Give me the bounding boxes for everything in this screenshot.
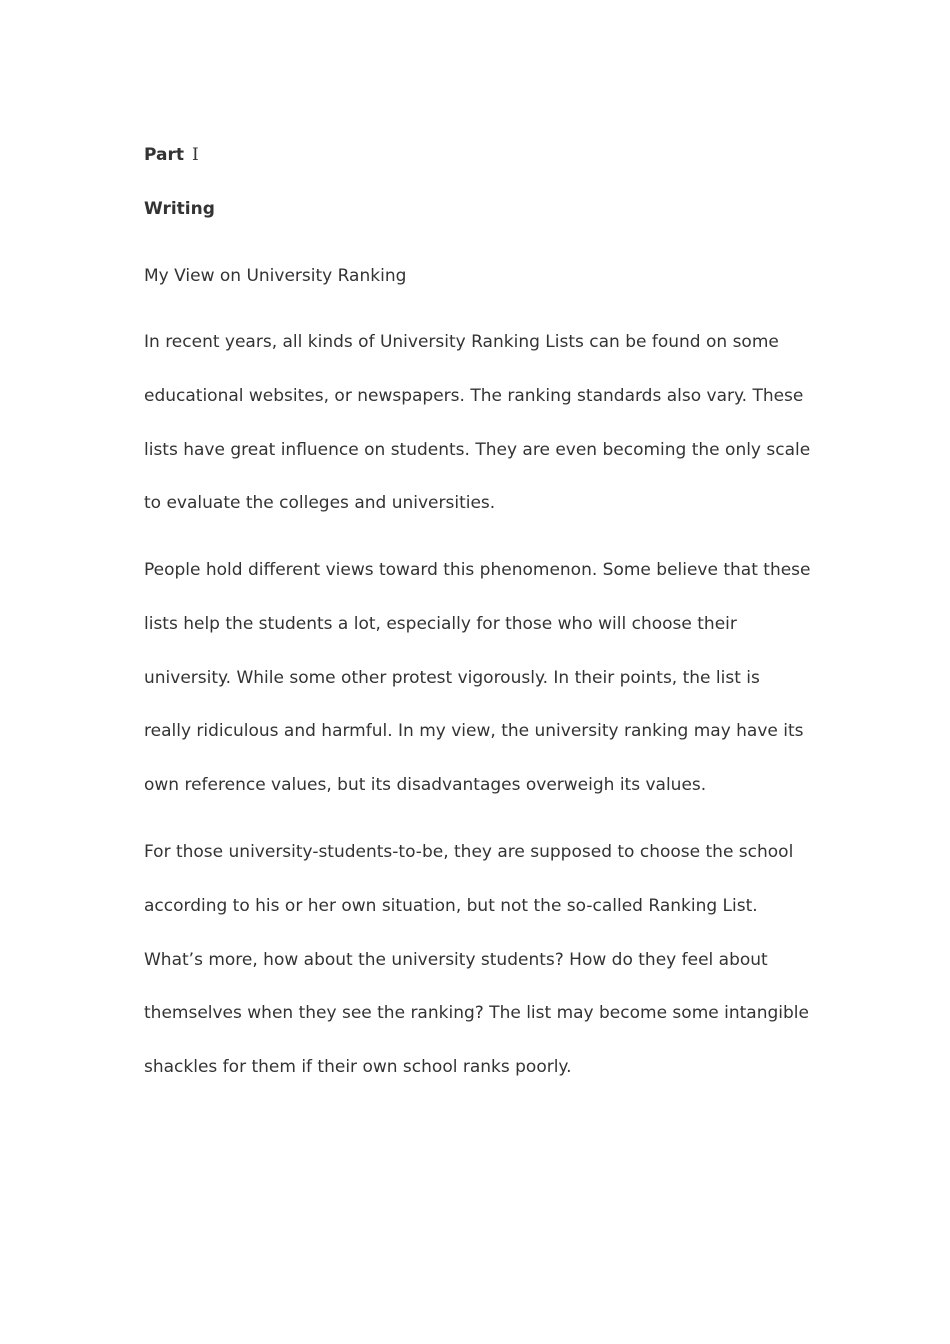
part-label: Part (144, 145, 184, 165)
paragraph-line: according to his or her own situation, but not the so-called Ranking List. (144, 895, 758, 916)
paragraph-line: university. While some other protest vigorously. In their points, the list is (144, 667, 760, 688)
paragraph-3 (144, 840, 824, 1109)
paragraph-line: themselves when they see the ranking? The list may become some intangible (144, 1003, 809, 1024)
part-numeral: Ⅰ (192, 145, 199, 165)
paragraph-line: own reference values, but its disadvantages overweigh its values. (144, 775, 707, 796)
part-heading (144, 143, 199, 167)
paragraph-line: educational websites, or newspapers. The ranking standards also vary. These (144, 385, 804, 406)
paragraph-line: shackles for them if their own school ranks poorly. (144, 1057, 572, 1078)
paragraph-line: lists help the students a lot, especially for those who will choose their (144, 613, 737, 634)
essay-title: My View on University Ranking (144, 266, 407, 286)
paragraph-line: really ridiculous and harmful. In my view, the university ranking may have its (144, 721, 804, 742)
paragraph-line: to evaluate the colleges and universities. (144, 493, 496, 514)
paragraph-line: What’s more, how about the university students? How do they feel about (144, 949, 768, 970)
paragraph-line: lists have great influence on students. They are even becoming the only scale (144, 439, 811, 460)
paragraph-2 (144, 558, 824, 827)
paragraph-line: In recent years, all kinds of University Ranking Lists can be found on some (144, 332, 779, 352)
paragraph-line: For those university-students-to-be, they are supposed to choose the school (144, 842, 794, 862)
paragraph-line: People hold different views toward this phenomenon. Some believe that these (144, 560, 811, 580)
section-heading: Writing (144, 199, 215, 219)
paragraph-1 (144, 330, 824, 545)
